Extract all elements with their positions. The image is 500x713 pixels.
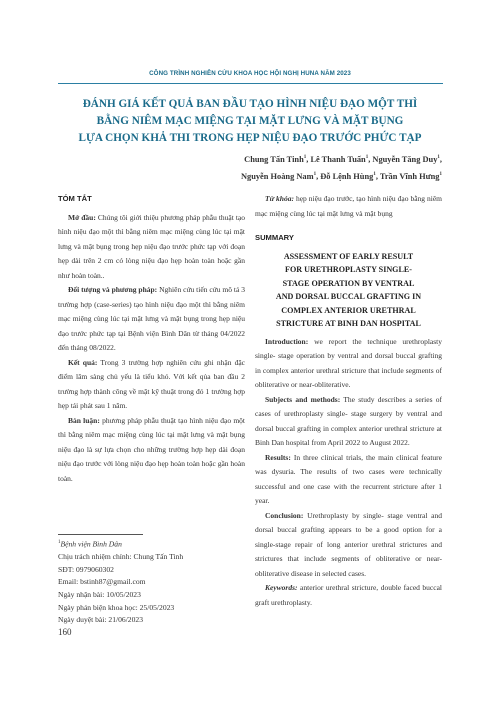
accepted-date: Ngày duyệt bài: 21/06/2023 (58, 615, 143, 625)
author-name: Đỗ Lệnh Hùng (320, 171, 374, 181)
abstract-results: Kết quả: Trong 3 trường hợp nghiên cứu ghi nhận đặc điểm lâm sàng chủ yếu là tiểu khó. Với kết qủa ban đầu 2 trường hợp thành công về mặt kỹ thuật trong đó 1 trường hợp hẹp tái phát sau 1 năm. (58, 357, 245, 410)
summary-introduction: Introduction: we report the technique urethroplasty single- stage operation by ventral and dorsal buccal grafting in complex anterior urethral stricture that include segments of obliterative or near-obliterative. (255, 336, 443, 389)
footnote-divider (58, 534, 143, 535)
abstract-intro: Mở đầu: Chúng tôi giới thiệu phương pháp phẫu thuật tạo hình niệu đạo một thì bằng niêm mạc miệng cùng lúc tại mặt lưng và mặt bụng trong hẹp niệu đạo trước phức tạp với đoạn hẹp dài trên 2 cm có lòng niệu đạo hẹp hoàn toàn hoặc gần như hoàn toàn.. (58, 212, 246, 280)
summary-methods: Subjects and methods: The study describes a series of cases of urethroplasty single- stage surgery by ventral and dorsal buccal grafting in complex anterior urethral stricture at Binh Dan hospital from April 2022 to August 2022. (255, 394, 442, 447)
header-divider (58, 83, 443, 84)
author-affiliation-mark: 1 (365, 155, 369, 160)
author-name: Chung Tấn Tinh (244, 154, 304, 164)
author-name: Nguyễn Hoàng Nam (240, 171, 314, 181)
author-affiliation-mark: 1 (303, 155, 307, 160)
author-affiliation-mark: 1 (313, 171, 317, 177)
affiliation-footnote: $^1$Bệnh viện Bình Dân (58, 539, 122, 549)
review-date: Ngày phản biện khoa học: 25/05/2023 (58, 602, 175, 612)
abstract-keywords: Từ khóa: hẹp niệu đạo trước, tạo hình niệu đạo bằng niêm mạc miệng cùng lúc tại mặt lưng và mặt bụng (255, 194, 443, 218)
summary-title: ASSESSMENT OF EARLY RESULT FOR URETHROPLASTY SINGLE- STAGE OPERATION BY VENTRAL AND DORSAL BUCCAL GRAFTING IN COMPLEX ANTERIOR URETHRAL STRICTURE AT BINH DAN HOSPITAL (275, 251, 422, 328)
author-affiliation-mark: 1 (437, 155, 440, 160)
summary-keywords: Keywords: anterior urethral stricture, double faced buccal graft urethroplasty. (255, 583, 442, 607)
summary-conclusion: Conclusion: Urethroplasty by single- stage ventral and dorsal buccal grafting appears to be a good option for a single-stage repair of long anterior urethral strictures and strictures that include segments of obliterative or near-obliterative disease in selected cases. (255, 510, 443, 578)
summary-heading: SUMMARY (255, 233, 294, 242)
summary-results: Results: In three clinical trials, the main clinical feature was dysuria. The results of two cases were technically successful and one case with the recurrent stricture after 1 year. (255, 452, 443, 505)
article-title (55, 96, 445, 147)
author-name: Lê Thanh Tuấn (310, 154, 366, 164)
page-number: 160 (58, 627, 72, 637)
author-affiliation-mark: 1 (373, 171, 376, 177)
footnotes (58, 537, 248, 627)
author-affiliation-mark: 1 (439, 171, 442, 177)
vietnamese-abstract (58, 192, 245, 486)
title-line: BẰNG NIÊM MẠC MIỆNG TẠI MẶT LƯNG VÀ MẶT BỤNG (96, 115, 404, 127)
abstract-heading: TÓM TẮT (58, 194, 92, 203)
right-column (255, 192, 442, 610)
running-header: CÔNG TRÌNH NGHIÊN CỨU KHOA HỌC HỘI NGHỊ HUNA NĂM 2023 (149, 70, 351, 77)
title-line: ĐÁNH GIÁ KẾT QUẢ BAN ĐẦU TẠO HÌNH NIỆU ĐẠO MỘT THÌ (82, 98, 418, 110)
phone-number: SĐT: 0979060302 (58, 564, 114, 574)
abstract-methods: Đối tượng và phương pháp: Nghiên cứu tiến cứu mô tả 3 trường hợp (case-series) tạo hình niệu đạo một thì bằng niêm mạc miệng cùng lúc tại mặt lưng và mặt bụng trong hẹp niệu đạo trước phức tạp tại Bệnh viện Bình Dân từ tháng 04/2022 đến tháng 08/2022. (58, 285, 245, 352)
title-line: LỰA CHỌN KHẢ THI TRONG HẸP NIỆU ĐẠO TRƯỚC PHỨC TẠP (78, 132, 422, 144)
received-date: Ngày nhận bài: 10/05/2023 (58, 589, 141, 599)
abstract-discussion: Bàn luận: phương pháp phẫu thuật tạo hình niệu đạo một thì bằng niêm mạc miệng cùng lúc tại mặt lưng và mặt bụng niệu đạo là sự lựa chọn cho những trường hợp hẹp dài đoạn niệu đạo trước với lòng niệu đạo hẹp hoàn toàn hoặc gần hoàn toàn. (58, 415, 245, 483)
author-name: Nguyễn Tăng Duy (372, 154, 438, 164)
author-list: Chung Tấn Tinh$^1$, Lê Thanh Tuấn$^1$, Nguyễn Tăng Duy$^1$, Nguyễn Hoàng Nam$^1$, Đỗ Lệnh Hùng$^1$, Trần Vĩnh Hưng$^1$ (240, 154, 442, 181)
author-name: Trần Vĩnh Hưng (379, 171, 440, 181)
responsible-author: Chịu trách nhiệm chính: Chung Tấn Tinh (58, 552, 184, 562)
email-address: Email: bstinh87@gmail.com (58, 577, 146, 587)
